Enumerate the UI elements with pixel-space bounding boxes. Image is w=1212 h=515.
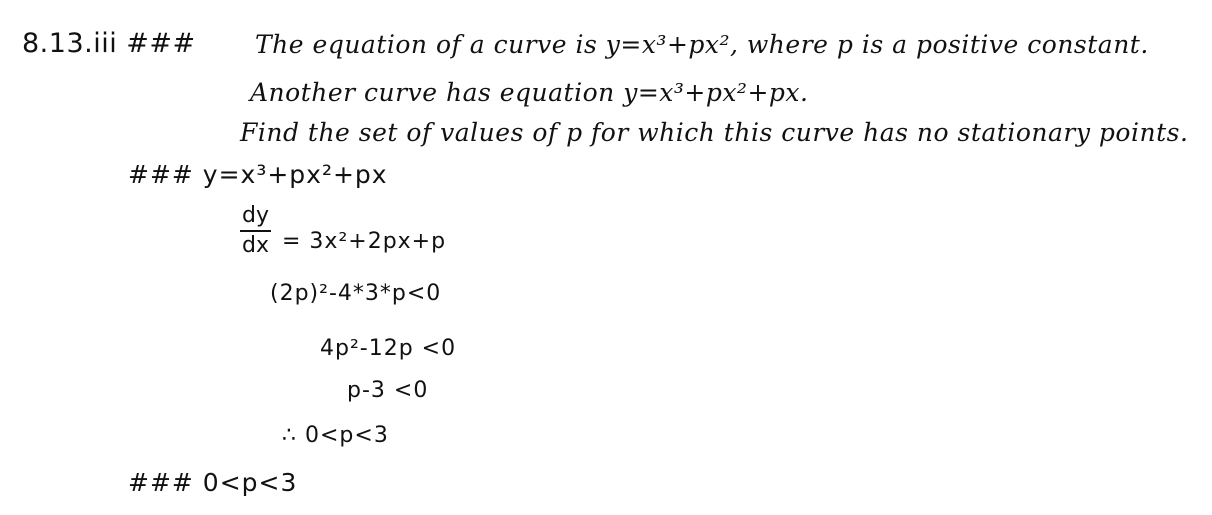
final-answer: ### 0<p<3 <box>128 468 298 497</box>
derivative-expression: = 3x²+2px+p <box>282 229 447 254</box>
question-header <box>22 30 196 57</box>
question-statement-1: The equation of a curve is y=x³+px², where p is a positive constant. <box>255 30 1149 59</box>
reduced-inequality: p-3 <0 <box>347 378 429 403</box>
question-number: 8.13.iii ### <box>22 28 196 59</box>
discriminant-inequality: (2p)²-4*3*p<0 <box>270 281 442 306</box>
derivative-denominator: dx <box>242 233 269 258</box>
derivative-fraction <box>240 205 271 257</box>
derivative-numerator: dy <box>240 205 271 232</box>
therefore-result: ∴ 0<p<3 <box>282 423 389 448</box>
solution-curve-equation: ### y=x³+px²+px <box>128 160 388 189</box>
question-statement-3: Find the set of values of p for which this curve has no stationary points. <box>240 118 1189 147</box>
simplified-inequality: 4p²-12p <0 <box>320 336 457 361</box>
question-statement-2: Another curve has equation y=x³+px²+px. <box>250 78 809 107</box>
